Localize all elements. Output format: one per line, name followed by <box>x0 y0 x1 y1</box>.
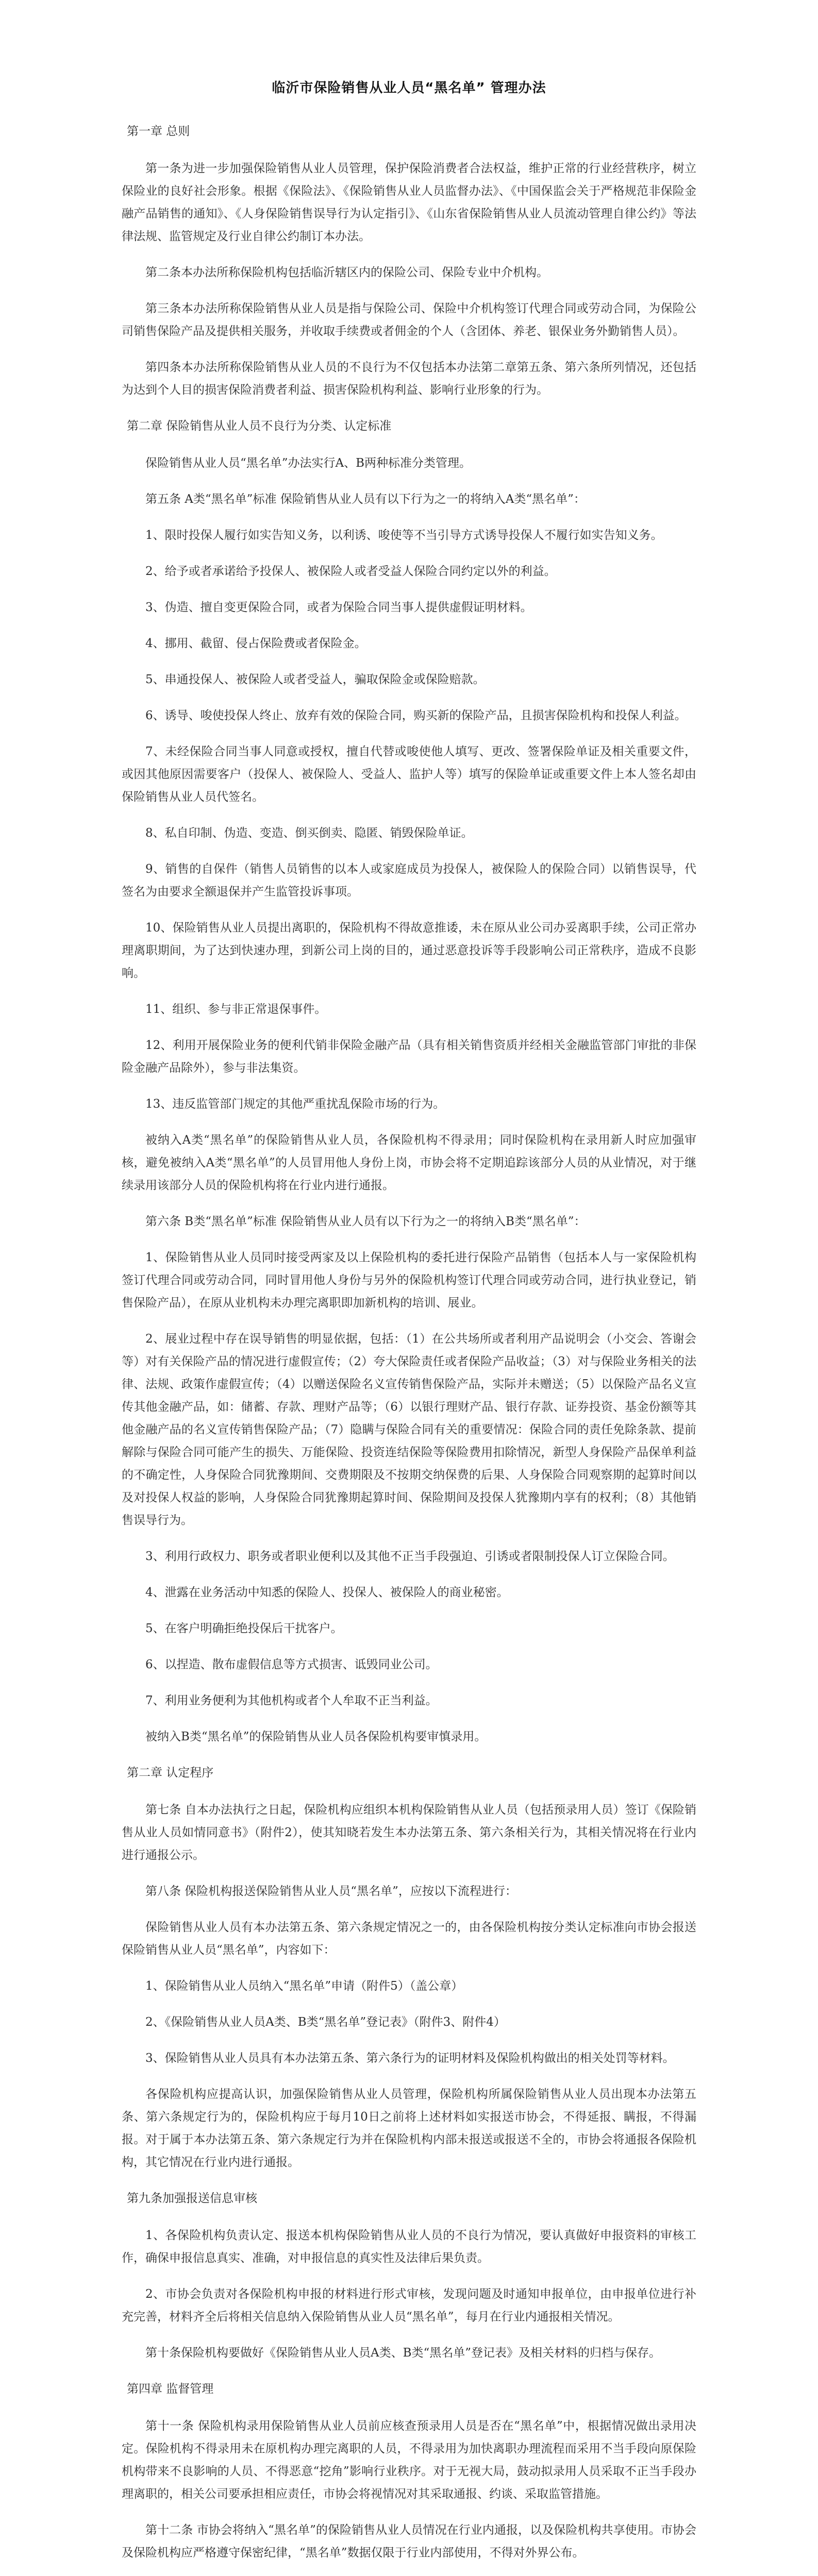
paragraph: 各保险机构应提高认识，加强保险销售从业人员管理，保险机构所属保险销售从业人员出现本办法第五条、第六条规定行为的，保险机构应于每月10日之前将上述材料如实报送市协会，不得延报、瞒报，不得漏报。对于属于本办法第五条、第六条规定行为并在保险机构内部未报送或报送不全的，市协会将通报各保险机构，其它情况在行业内进行通报。 <box>122 2088 696 2169</box>
section-heading: 第四章 监督管理 <box>127 2382 214 2396</box>
paragraph: 3、伪造、擅自变更保险合同，或者为保险合同当事人提供虚假证明材料。 <box>145 601 532 614</box>
paragraph: 保险销售从业人员“黑名单”办法实行A、B两种标准分类管理。 <box>145 456 472 470</box>
section-heading: 第一章 总则 <box>127 125 190 138</box>
paragraph: 8、私自印制、伪造、变造、倒买倒卖、隐匿、销毁保险单证。 <box>145 826 473 840</box>
paragraph: 6、以捏造、散布虚假信息等方式损害、诋毁同业公司。 <box>145 1658 438 1671</box>
paragraph: 12、利用开展保险业务的便利代销非保险金融产品（具有相关销售资质并经相关金融监管部门审批的非保险金融产品除外），参与非法集资。 <box>122 1039 696 1075</box>
paragraph: 5、串通投保人、被保险人或者受益人，骗取保险金或保险赔款。 <box>145 673 485 686</box>
paragraph: 6、诱导、唆使投保人终止、放弃有效的保险合同，购买新的保险产品，且损害保险机构和投保人利益。 <box>145 709 687 722</box>
paragraph: 3、保险销售从业人员具有本办法第五条、第六条行为的证明材料及保险机构做出的相关处罚等材料。 <box>145 2052 675 2065</box>
paragraph: 第十二条 市协会将纳入“黑名单”的保险销售从业人员情况在行业内通报，以及保险机构共享使用。市协会及保险机构应严格遵守保密纪律，“黑名单”数据仅限于行业内部使用，不得对外界公布。 <box>122 2523 696 2560</box>
paragraph: 4、泄露在业务活动中知悉的保险人、投保人、被保险人的商业秘密。 <box>145 1586 509 1599</box>
paragraph: 1、保险销售从业人员纳入“黑名单”申请（附件5）（盖公章） <box>145 1979 463 1993</box>
paragraph: 4、挪用、截留、侵占保险费或者保险金。 <box>145 637 366 650</box>
document-body <box>122 120 696 2576</box>
paragraph: 第一条为进一步加强保险销售从业人员管理，保护保险消费者合法权益，维护正常的行业经营秩序，树立保险业的良好社会形象。根据《保险法》、《保险销售从业人员监督办法》、《中国保监会关于严格规范非保险金融产品销售的通知》、《人身保险销售误导行为认定指引》、《山东省保险销售从业人员流动管理自律公约》等法律法规、监管规定及行业自律公约制订本办法。 <box>122 162 696 243</box>
paragraph: 2、市协会负责对各保险机构申报的材料进行形式审核，发现问题及时通知申报单位，由申报单位进行补充完善，材料齐全后将相关信息纳入保险销售从业人员“黑名单”，每月在行业内通报相关情况。 <box>122 2287 696 2324</box>
paragraph: 被纳入B类“黑名单”的保险销售从业人员各保险机构要审慎录用。 <box>145 1730 487 1743</box>
document-title: 临沂市保险销售从业人员“黑名单” 管理办法 <box>272 80 546 96</box>
paragraph: 5、在客户明确拒绝投保后干扰客户。 <box>145 1622 343 1635</box>
paragraph: 10、保险销售从业人员提出离职的，保险机构不得故意推诿，未在原从业公司办妥离职手续，公司正常办理离职期间，为了达到快速办理，到新公司上岗的目的，通过恶意投诉等手段影响公司正常秩序，造成不良影响。 <box>122 921 696 980</box>
paragraph: 第二条本办法所称保险机构包括临沂辖区内的保险公司、保险专业中介机构。 <box>145 266 548 279</box>
paragraph: 1、保险销售从业人员同时接受两家及以上保险机构的委托进行保险产品销售（包括本人与一家保险机构签订代理合同或劳动合同，同时冒用他人身份与另外的保险机构签订代理合同或劳动合同，进行执业登记，销售保险产品），在原从业机构未办理完离职即加新机构的培训、展业。 <box>122 1251 696 1310</box>
section-heading: 第九条加强报送信息审核 <box>127 2192 257 2205</box>
paragraph: 2、给予或者承诺给予投保人、被保险人或者受益人保险合同约定以外的利益。 <box>145 565 556 578</box>
paragraph: 被纳入A类“黑名单”的保险销售从业人员，各保险机构不得录用；同时保险机构在录用新人时应加强审核，避免被纳入A类“黑名单”的人员冒用他人身份上岗，市协会将不定期追踪该部分人员的从业情况，对于继续录用该部分人员的保险机构将在行业内进行通报。 <box>122 1133 696 1192</box>
paragraph: 11、组织、参与非正常退保事件。 <box>145 1003 327 1016</box>
paragraph: 7、未经保险合同当事人同意或授权，擅自代替或唆使他人填写、更改、签署保险单证及相关重要文件，或因其他原因需要客户（投保人、被保险人、受益人、监护人等）填写的保险单证或重要文件上本人签名却由保险销售从业人员代签名。 <box>122 745 696 804</box>
section-heading: 第二章 保险销售从业人员不良行为分类、认定标准 <box>127 419 392 433</box>
paragraph: 保险销售从业人员有本办法第五条、第六条规定情况之一的，由各保险机构按分类认定标准向市协会报送保险销售从业人员“黑名单”，内容如下： <box>122 1921 696 1957</box>
paragraph: 1、限时投保人履行如实告知义务，以利诱、唆使等不当引导方式诱导投保人不履行如实告知义务。 <box>145 529 663 542</box>
paragraph: 第十一条 保险机构录用保险销售从业人员前应核查预录用人员是否在“黑名单”中，根据情况做出录用决定。保险机构不得录用未在原机构办理完离职的人员，不得录用为加快离职办理流程而采用不当手段向原保险机构带来不良影响的人员、不得恶意“挖角”影响行业秩序。对于无视大局，鼓动拟录用人员采取不正当手段办理离职的，相关公司要承担相应责任，市协会将视情况对其采取通报、约谈、采取监管措施。 <box>122 2419 696 2501</box>
paragraph: 3、利用行政权力、职务或者职业便利以及其他不正当手段强迫、引诱或者限制投保人订立保险合同。 <box>145 1550 675 1563</box>
paragraph: 第六条 B类“黑名单”标准 保险销售从业人员有以下行为之一的将纳入B类“黑名单”： <box>145 1215 586 1228</box>
paragraph: 第三条本办法所称保险销售从业人员是指与保险公司、保险中介机构签订代理合同或劳动合同，为保险公司销售保险产品及提供相关服务，并收取手续费或者佣金的个人（含团体、养老、银保业务外勤销售人员）。 <box>122 302 696 338</box>
paragraph: 第七条 自本办法执行之日起，保险机构应组织本机构保险销售从业人员（包括预录用人员）签订《保险销售从业人员如情同意书》（附件2），使其知晓若发生本办法第五条、第六条相关行为，其相关情况将在行业内进行通报公示。 <box>122 1803 696 1862</box>
paragraph: 第十条保险机构要做好《保险销售从业人员A类、B类“黑名单”登记表》及相关材料的归档与保存。 <box>145 2346 661 2360</box>
paragraph: 2、展业过程中存在误导销售的明显依据，包括：（1）在公共场所或者利用产品说明会（小交会、答谢会等）对有关保险产品的情况进行虚假宣传；（2）夸大保险责任或者保险产品收益；（3）对与保险业务相关的法律、法规、政策作虚假宣传；（4）以赠送保险名义宣传销售保险产品，实际并未赠送；（5）以保险产品名义宣传其他金融产品，如：储蓄、存款、理财产品等；（6）以银行理财产品、银行存款、证券投资、基金份额等其他金融产品的名义宣传销售保险产品；（7）隐瞒与保险合同有关的重要情况：保险合同的责任免除条款、提前解除与保险合同可能产生的损失、万能保险、投资连结保险等保险费用扣除情况，新型人身保险产品保单利益的不确定性，人身保险合同犹豫期间、交费期限及不按期交纳保费的后果、人身保险合同观察期的起算时间以及对投保人权益的影响，人身保险合同犹豫期起算时间、保险期间及投保人犹豫期内享有的权利；（8）其他销售误导行为。 <box>122 1332 696 1527</box>
paragraph: 2、《保险销售从业人员A类、B类“黑名单”登记表》（附件3、附件4） <box>145 2015 506 2029</box>
paragraph: 9、销售的自保件（销售人员销售的以本人或家庭成员为投保人，被保险人的保险合同）以销售误导，代签名为由要求全额退保并产生监管投诉事项。 <box>122 862 696 899</box>
section-heading: 第二章 认定程序 <box>127 1766 214 1780</box>
paragraph: 第八条 保险机构报送保险销售从业人员“黑名单”，应按以下流程进行： <box>145 1885 517 1898</box>
paragraph: 7、利用业务便利为其他机构或者个人牟取不正当利益。 <box>145 1694 438 1707</box>
paragraph: 第五条 A类“黑名单”标准 保险销售从业人员有以下行为之一的将纳入A类“黑名单”： <box>145 493 586 506</box>
paragraph: 第四条本办法所称保险销售从业人员的不良行为不仅包括本办法第二章第五条、第六条所列情况，还包括为达到个人目的损害保险消费者利益、损害保险机构利益、影响行业形象的行为。 <box>122 361 696 397</box>
paragraph: 1、各保险机构负责认定、报送本机构保险销售从业人员的不良行为情况，要认真做好申报资料的审核工作，确保申报信息真实、准确，对申报信息的真实性及法律后果负责。 <box>122 2229 696 2265</box>
paragraph: 13、违反监管部门规定的其他严重扰乱保险市场的行为。 <box>145 1097 445 1111</box>
